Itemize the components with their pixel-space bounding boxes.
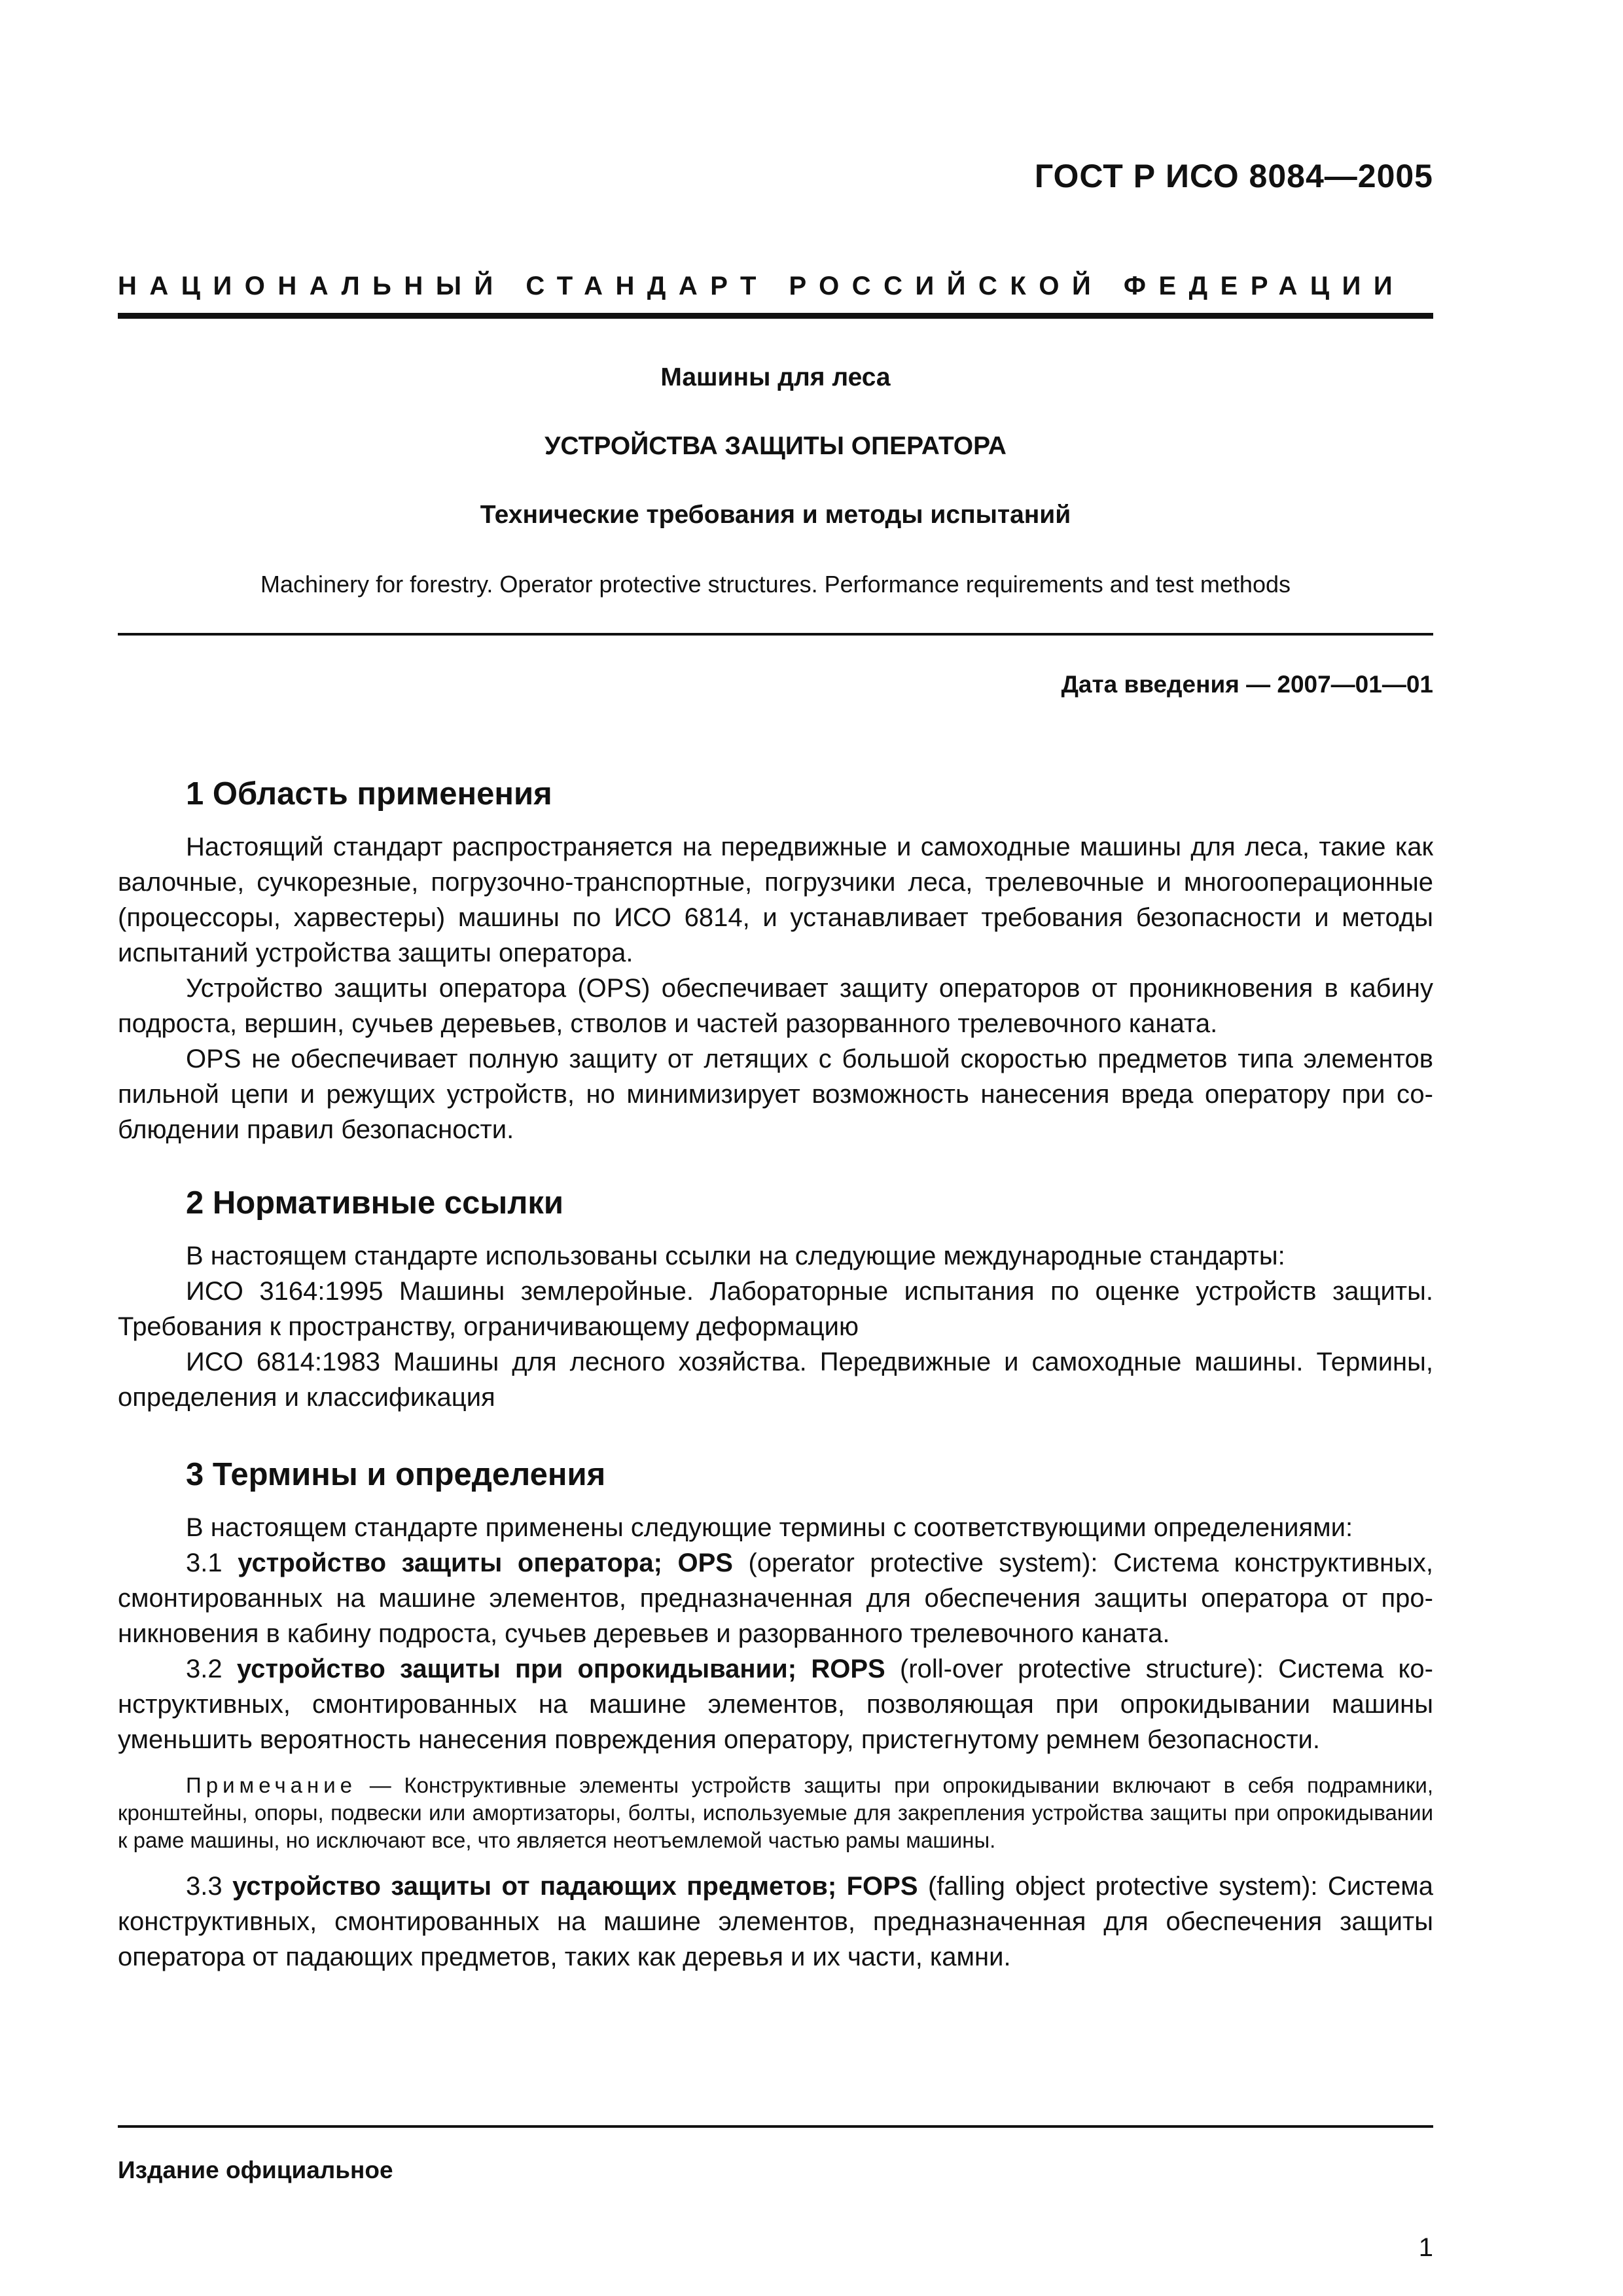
term-definition: (roll-over protective structure): Система конструктивных, смонтированных на машине элементов, позволяющая при опрокидывании машины уменьшить вероятность нанесения повреждения оператору, пристегнутому ремнем безопасности. bbox=[118, 1655, 1433, 1754]
term-number: 3.3 bbox=[186, 1872, 223, 1901]
note bbox=[118, 1772, 1433, 1854]
term-definition-3-2 bbox=[118, 1651, 1433, 1757]
paragraph: Настоящий стандарт распространяется на передвижные и самоходные машины для леса, такие как валочные, сучкорезные, погрузочно-транспортные, погрузчики леса, трелевочные и многооперационные (процессоры, харвестеры) машины по ИСО 6814, и устанавливает требования безопасности и методы испытаний устройства защиты оператора. bbox=[118, 833, 1433, 967]
term-definition-3-1 bbox=[118, 1545, 1433, 1651]
header-divider bbox=[118, 313, 1433, 319]
paragraph: Устройство защиты оператора (OPS) обеспечивает защиту операторов от проникновения в кабину подроста, вершин, сучьев деревьев, стволов и частей разорванного трелевочного каната. bbox=[118, 974, 1433, 1038]
section-scope bbox=[118, 776, 1433, 1147]
term-definition: (operator protective system): Система конструктивных, смонтированных на машине элементов, предназначенная для обеспечения защиты оператора от проникновения в кабину подроста, сучьев деревьев и разорванного трелевочного каната. bbox=[118, 1549, 1433, 1648]
paragraph: OPS не обеспечивает полную защиту от летящих с большой скоростью предметов типа элементов пильной цепи и режущих устройств, но минимизирует возможность нанесения вреда оператору при соблюдении правил безопасности. bbox=[118, 1045, 1433, 1144]
footer-divider bbox=[118, 2125, 1433, 2128]
title-divider bbox=[118, 633, 1433, 636]
term-number: 3.2 bbox=[186, 1655, 223, 1683]
note-label: Примечание bbox=[186, 1773, 357, 1797]
paragraph: ИСО 3164:1995 Машины землеройные. Лабораторные испытания по оценке устройств защиты. Требования к пространству, ограничивающему деформацию bbox=[118, 1277, 1433, 1341]
page-number: 1 bbox=[1418, 2233, 1433, 2262]
title-category: Машины для леса bbox=[660, 363, 891, 391]
title-main: УСТРОЙСТВА ЗАЩИТЫ ОПЕРАТОРА bbox=[544, 432, 1007, 460]
term-definition-3-3 bbox=[118, 1869, 1433, 1975]
term: устройство защиты от падающих предметов; FOPS bbox=[232, 1872, 918, 1901]
paragraph: В настоящем стандарте использованы ссылки на следующие международные стандарты: bbox=[186, 1242, 1285, 1270]
paragraph: ИСО 6814:1983 Машины для лесного хозяйства. Передвижные и самоходные машины. Термины, определения и классификация bbox=[118, 1348, 1433, 1412]
paragraph: В настоящем стандарте применены следующие термины с соответствующими определениями: bbox=[186, 1513, 1353, 1542]
section-normative-references bbox=[118, 1185, 1433, 1415]
title-subtitle: Технические требования и методы испытаний bbox=[480, 501, 1071, 529]
term: устройство защиты при опрокидывании; ROPS bbox=[236, 1655, 885, 1683]
term: устройство защиты оператора; OPS bbox=[238, 1549, 733, 1577]
note-text: — Конструктивные элементы устройств защиты при опрокидывании включают в себя подрамники, кронштейны, опоры, подвески или амортизаторы, болты, используемые для закрепления устройства защиты при опрокидывании к раме машины, но исключают все, что является неотъемлемой частью рамы машины. bbox=[118, 1773, 1433, 1852]
title-english: Machinery for forestry. Operator protective structures. Performance requirements and test methods bbox=[260, 571, 1291, 598]
national-standard-heading: НАЦИОНАЛЬНЫЙ СТАНДАРТ РОССИЙСКОЙ ФЕДЕРАЦИИ bbox=[118, 272, 1406, 300]
section-terms-definitions bbox=[118, 1456, 1433, 1975]
section-title: 3 Термины и определения bbox=[186, 1457, 606, 1492]
section-title: 2 Нормативные ссылки bbox=[186, 1185, 563, 1221]
term-number: 3.1 bbox=[186, 1549, 223, 1577]
section-title: 1 Область применения bbox=[186, 776, 552, 812]
introduction-date: Дата введения — 2007—01—01 bbox=[1061, 671, 1433, 698]
document-number: ГОСТ Р ИСО 8084—2005 bbox=[1034, 158, 1433, 194]
edition-label: Издание официальное bbox=[118, 2157, 393, 2183]
term-definition: (falling object protective system): Система конструктивных, смонтированных на машине элементов, предназначенная для обеспечения защиты оператора от падающих предметов, таких как деревья и их части, камни. bbox=[118, 1872, 1433, 1971]
